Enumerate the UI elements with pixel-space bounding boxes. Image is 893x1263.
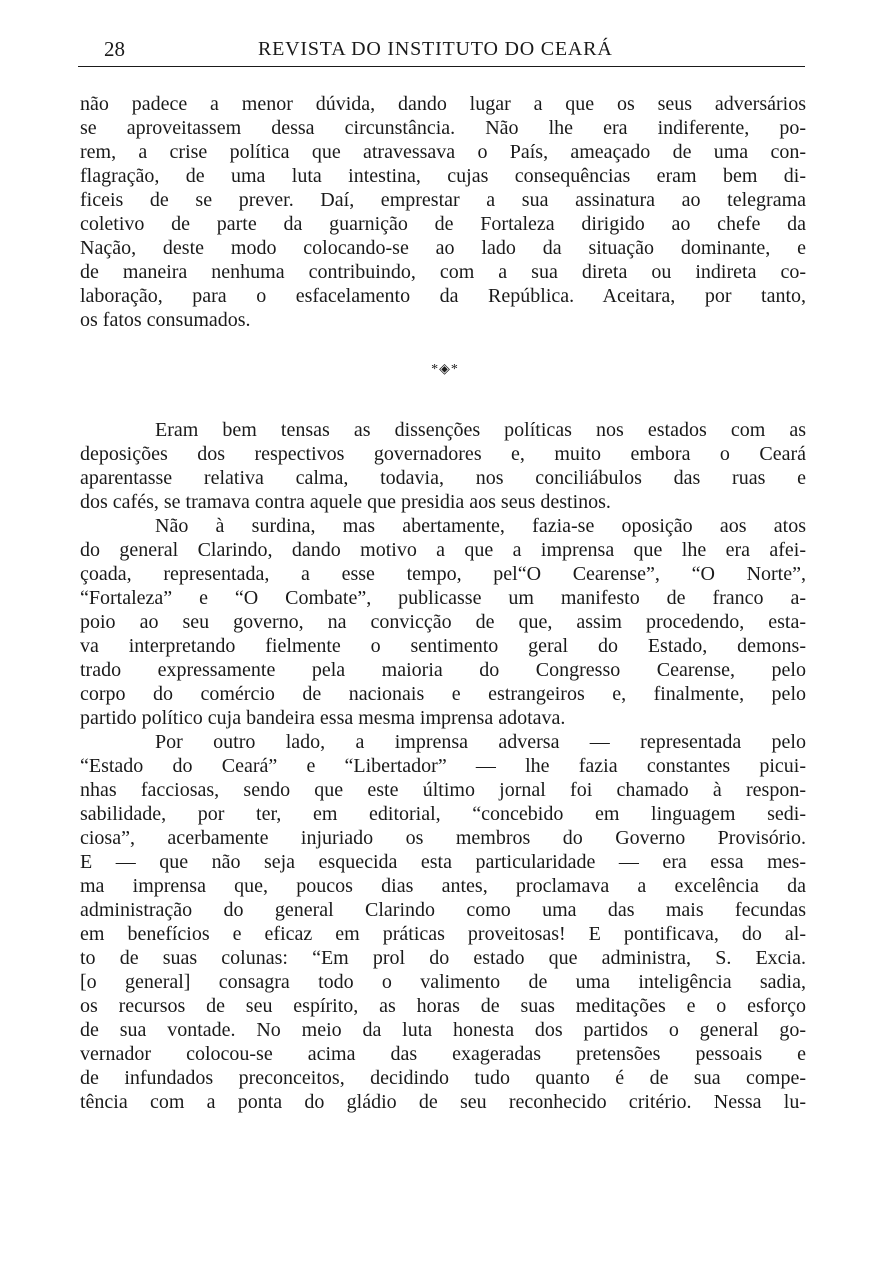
text-line: aparentasse relativa calma, todavia, nos conciliábulos das ruas e xyxy=(80,467,806,489)
text-line: ficeis de se prever. Daí, emprestar a sua assinatura ao telegrama xyxy=(80,189,806,211)
text-line: to de suas colunas: “Em prol do estado que administra, S. Excia. xyxy=(80,947,806,969)
text-line: sabilidade, por ter, em editorial, “concebido em linguagem sedi- xyxy=(80,803,806,825)
text-line: Eram bem tensas as dissenções políticas nos estados com as xyxy=(155,419,806,441)
text-line: tência com a ponta do gládio de seu reconhecido critério. Nessa lu- xyxy=(80,1091,806,1113)
page-number: 28 xyxy=(104,37,125,61)
text-line: çoada, representada, a esse tempo, pel“O Cearense”, “O Norte”, xyxy=(80,563,806,585)
text-line: de maneira nenhuma contribuindo, com a sua direta ou indireta co- xyxy=(80,261,806,283)
text-line: [o general] consagra todo o valimento de uma inteligência sadia, xyxy=(80,971,806,993)
text-line: va interpretando fielmente o sentimento geral do Estado, demons- xyxy=(80,635,806,657)
text-line: trado expressamente pela maioria do Congresso Cearense, pelo xyxy=(80,659,806,681)
text-line: dos cafés, se tramava contra aquele que presidia aos seus destinos. xyxy=(80,491,611,513)
text-line: partido político cuja bandeira essa mesma imprensa adotava. xyxy=(80,707,566,729)
text-line: poio ao seu governo, na convicção de que, assim procedendo, esta- xyxy=(80,611,806,633)
text-line: Não à surdina, mas abertamente, fazia-se oposição aos atos xyxy=(155,515,806,537)
text-line: “Fortaleza” e “O Combate”, publicasse um manifesto de franco a- xyxy=(80,587,806,609)
text-line: E — que não seja esquecida esta particularidade — era essa mes- xyxy=(80,851,806,873)
text-line: deposições dos respectivos governadores e, muito embora o Ceará xyxy=(80,443,806,465)
text-line: administração do general Clarindo como uma das mais fecundas xyxy=(80,899,806,921)
text-line: corpo do comércio de nacionais e estrangeiros e, finalmente, pelo xyxy=(80,683,806,705)
text-line: nhas facciosas, sendo que este último jornal foi chamado à respon- xyxy=(80,779,806,801)
text-line: ma imprensa que, poucos dias antes, proclamava a excelência da xyxy=(80,875,806,897)
text-line: não padece a menor dúvida, dando lugar a que os seus adversários xyxy=(80,93,806,115)
text-line: rem, a crise política que atravessava o País, ameaçado de uma con- xyxy=(80,141,806,163)
text-line: se aproveitassem dessa circunstância. Não lhe era indiferente, po- xyxy=(80,117,806,139)
text-line: ciosa”, acerbamente injuriado os membros do Governo Provisório. xyxy=(80,827,806,849)
text-line: os recursos de seu espírito, as horas de suas meditações e o esforço xyxy=(80,995,806,1017)
text-line: flagração, de uma luta intestina, cujas consequências eram bem di- xyxy=(80,165,806,187)
text-line: em benefícios e eficaz em práticas proveitosas! E pontificava, do al- xyxy=(80,923,806,945)
text-line: do general Clarindo, dando motivo a que a imprensa que lhe era afei- xyxy=(80,539,806,561)
text-line: laboração, para o esfacelamento da República. Aceitara, por tanto, xyxy=(80,285,806,307)
text-line: Nação, deste modo colocando-se ao lado da situação dominante, e xyxy=(80,237,806,259)
text-line: os fatos consumados. xyxy=(80,309,251,331)
text-line: “Estado do Ceará” e “Libertador” — lhe fazia constantes picui- xyxy=(80,755,806,777)
header-rule xyxy=(78,66,805,67)
section-ornament: *◈* xyxy=(431,362,459,377)
text-line: de infundados preconceitos, decidindo tudo quanto é de sua compe- xyxy=(80,1067,806,1089)
text-line: coletivo de parte da guarnição de Fortaleza dirigido ao chefe da xyxy=(80,213,806,235)
page-header xyxy=(78,36,805,68)
text-line: de sua vontade. No meio da luta honesta dos partidos o general go- xyxy=(80,1019,806,1041)
running-title: REVISTA DO INSTITUTO DO CEARÁ xyxy=(258,38,613,60)
text-line: vernador colocou-se acima das exageradas pretensões pessoais e xyxy=(80,1043,806,1065)
text-line: Por outro lado, a imprensa adversa — representada pelo xyxy=(155,731,806,753)
